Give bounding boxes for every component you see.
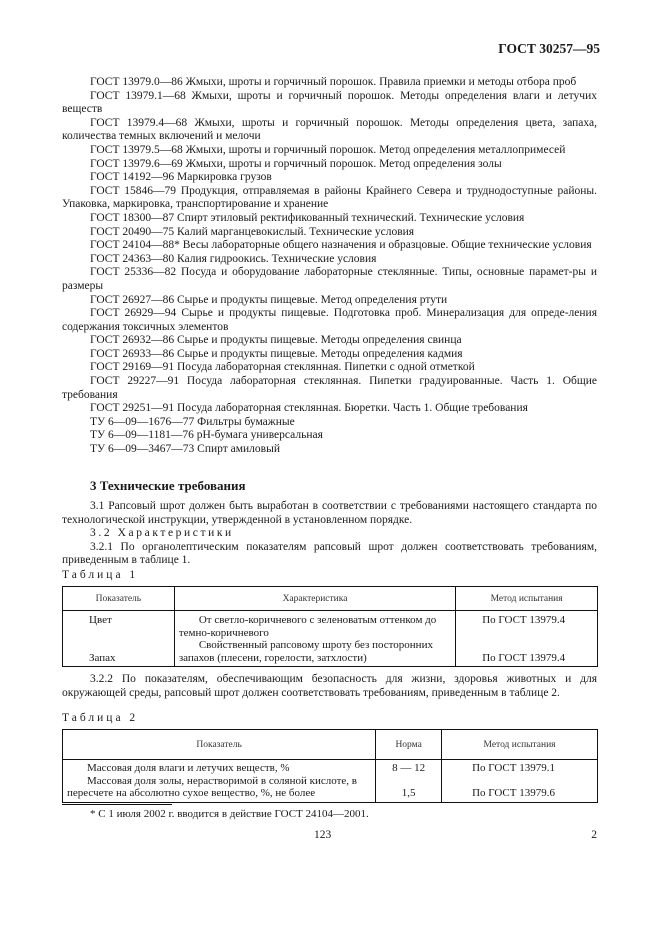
table2-caption: Таблица 2 — [62, 712, 139, 724]
table1-caption: Таблица 1 — [62, 569, 139, 581]
reference-item: ГОСТ 29169—91 Посуда лабораторная стеклянная. Пипетки с одной отметкой — [90, 361, 475, 374]
reference-item: ГОСТ 20490—75 Калий марганцевокислый. Технические условия — [90, 225, 415, 238]
table1-header-cell: Метод испытания — [456, 587, 598, 611]
table-row — [63, 760, 598, 775]
reference-item: ТУ 6—09—3467—73 Спирт амиловый — [90, 443, 280, 456]
paragraph-3-2-2: 3.2.2 По показателям, обеспечивающим безопасность для жизни, здоровья животных и для окружающей среды, рапсовый шрот должен соответствовать требованиям, приведенным в таблице 2. — [62, 673, 597, 699]
reference-item: ГОСТ 13979.0—86 Жмыхи, шроты и горчичный порошок. Правила приемки и методы отбора проб — [90, 76, 577, 88]
reference-item: ГОСТ 25336—82 Посуда и оборудование лабораторные стеклянные. Типы, основные парамет-ры и размеры — [62, 266, 597, 292]
table-cell: Массовая доля влаги и летучих веществ, % — [63, 760, 376, 775]
reference-item: ГОСТ 24104—88* Весы лабораторные общего назначения и образцовые. Общие технические условия — [90, 239, 592, 252]
table2-header-cell: Норма — [376, 730, 442, 760]
table1-header-cell: Показатель — [63, 587, 175, 611]
reference-item: ГОСТ 26927—86 Сырье и продукты пищевые. Метод определения ртути — [90, 293, 448, 306]
table-cell: По ГОСТ 13979.4 — [456, 639, 598, 667]
reference-item: ГОСТ 18300—87 Спирт этиловый ректификованный технический. Технические условия — [90, 211, 525, 224]
table-cell: 1,5 — [376, 775, 442, 803]
table-cell: По ГОСТ 13979.6 — [442, 775, 598, 803]
table-cell: По ГОСТ 13979.4 — [456, 611, 598, 640]
paragraph-3-2: 3.2 Характеристики — [90, 527, 234, 540]
table-cell: Запах — [63, 639, 175, 667]
reference-item: ГОСТ 13979.5—68 Жмыхи, шроты и горчичный порошок. Метод определения металлопримесей — [90, 143, 566, 156]
reference-item: ГОСТ 15846—79 Продукция, отправляемая в районы Крайнего Севера и труднодоступные районы. Упаковка, маркировка, транспортирование и хранение — [62, 184, 597, 211]
references-list — [62, 76, 597, 457]
reference-item: ГОСТ 13979.6—69 Жмыхи, шроты и горчичный порошок. Метод определения золы — [90, 157, 502, 170]
reference-item: ГОСТ 26932—86 Сырье и продукты пищевые. Методы определения свинца — [90, 334, 462, 347]
table-cell: 8 — 12 — [376, 760, 442, 775]
reference-item: ГОСТ 26933—86 Сырье и продукты пищевые. Методы определения кадмия — [90, 347, 463, 360]
reference-item: ТУ 6—09—1676—77 Фильтры бумажные — [90, 415, 295, 428]
table-row — [63, 775, 598, 803]
document-header: ГОСТ 30257—95 — [498, 41, 600, 56]
paragraph-3-1: 3.1 Рапсовый шрот должен быть выработан в соответствии с требованиями настоящего стандарта по технологической инструкции, утвержденной в установленном порядке. — [62, 500, 597, 526]
table-row — [63, 639, 598, 667]
table1-header-cell: Характеристика — [174, 587, 455, 611]
footnote: * С 1 июля 2002 г. вводится в действие ГОСТ 24104—2001. — [90, 808, 369, 820]
section-body — [62, 500, 597, 568]
reference-item: ГОСТ 24363—80 Калия гидроокись. Технические условия — [90, 252, 377, 265]
table-1 — [62, 586, 598, 667]
table-cell: Свойственный рапсовому шроту без посторонних запахов (плесени, горелости, затхлости) — [174, 639, 455, 667]
paragraph-3-2-1: 3.2.1 По органолептическим показателям рапсовый шрот должен соответствовать требованиям, приведенным в таблице 1. — [62, 540, 597, 567]
reference-item: ГОСТ 29227—91 Посуда лабораторная стеклянная. Пипетки градуированные. Часть 1. Общие требования — [62, 375, 597, 401]
table-2 — [62, 729, 598, 803]
table-cell: Цвет — [63, 611, 175, 640]
reference-item: ГОСТ 26929—94 Сырье и продукты пищевые. Подготовка проб. Минерализация для опреде-ления содержания токсичных элементов — [62, 307, 597, 333]
reference-item: ГОСТ 13979.4—68 Жмыхи, шроты и горчичный порошок. Методы определения цвета, запаха, количества темных включений и мелочи — [62, 116, 597, 143]
table2-header-cell: Показатель — [63, 730, 376, 760]
page-number: 123 — [314, 829, 332, 841]
paragraph-block — [62, 673, 597, 700]
table2-header-cell: Метод испытания — [442, 730, 598, 760]
table-row — [63, 611, 598, 640]
reference-item: ГОСТ 14192—96 Маркировка грузов — [90, 171, 272, 184]
reference-item: ГОСТ 29251—91 Посуда лабораторная стеклянная. Бюретки. Часть 1. Общие требования — [90, 402, 528, 415]
section-title: 3 Технические требования — [90, 478, 246, 493]
reference-item: ГОСТ 13979.1—68 Жмыхи, шроты и горчичный порошок. Методы определения влаги и летучих веществ — [62, 89, 597, 116]
sheet-number: 2 — [591, 829, 597, 841]
table-cell: От светло-коричневого с зеленоватым оттенком до темно-коричневого — [174, 611, 455, 640]
table-cell: Массовая доля золы, нерастворимой в соляной кислоте, в пересчете на абсолютно сухое вещество, %, не более — [63, 775, 376, 803]
reference-item: ТУ 6—09—1181—76 pH-бумага универсальная — [90, 429, 323, 442]
footnote-divider — [62, 804, 172, 805]
table-cell: По ГОСТ 13979.1 — [442, 760, 598, 775]
